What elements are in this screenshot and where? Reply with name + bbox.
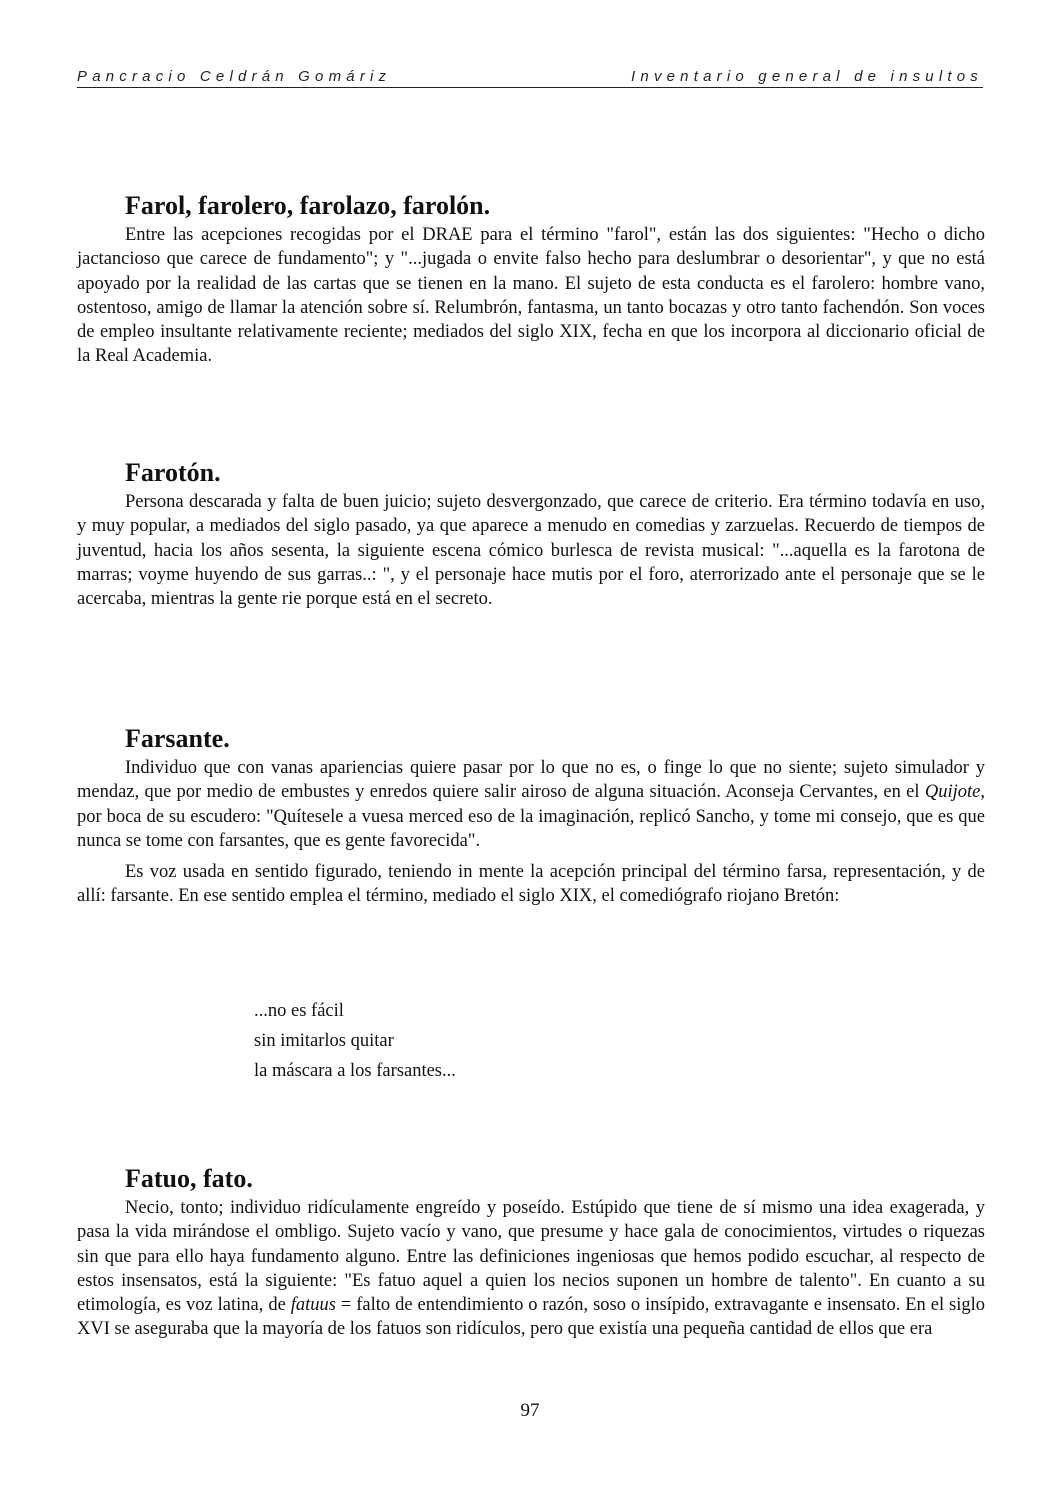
work-title-italic: Quijote: [924, 782, 981, 803]
entry-paragraph: Entre las acepciones recogidas por el DRAE para el término "farol", están las dos siguientes: "Hecho o dicho jactancioso que carece de fundamento"; y "...jugada o envite falso hecho para deslumbrar o desorientar", y que no está apoyado por la realidad de las cartas que se tienen en la mano. El sujeto de esta conducta es el farolero: hombre vano, ostentoso, amigo de llamar la atención sobre sí. Relumbrón, fantasma, un tanto bocazas y otro tanto fachendón. Son voces de empleo insultante relativamente reciente; mediados del siglo XIX, fecha en que los incorpora al diccionario oficial de la Real Academia.: [77, 225, 985, 367]
paragraph-text: Necio, tonto; individuo ridículamente engreído y poseído. Estúpido que tiene de sí mismo una idea exagerada, y pasa la vida mirándose el ombligo. Sujeto vacío y vano, que presume y hace gala de conocimientos, virtudes o riquezas sin que para ello haya fundamento alguno. Entre las definiciones ingeniosas que hemos podido escuchar, al respecto de estos insensatos, está la siguiente: "Es fatuo aquel a quien los necios suponen un hombre de talento". En cuanto a su etimología, es voz latina, de: [77, 1198, 985, 1316]
header-book-title: Inventario general de insultos: [631, 68, 983, 85]
entry-farol: [77, 189, 985, 369]
entry-headword: Fatuo, fato.: [125, 1164, 253, 1193]
entry-headword: Farol, farolero, farolazo, farolón.: [125, 191, 491, 220]
verse-line: ...no es fácil: [254, 1001, 344, 1021]
verse-quotation: [254, 996, 456, 1086]
entry-fatuo: [77, 1162, 985, 1342]
header-author: Pancracio Celdrán Gomáriz: [77, 68, 392, 85]
entry-headword: Farsante.: [125, 724, 230, 753]
entry-faroton: [77, 456, 985, 611]
paragraph-text: , por boca de su escudero: "Quítesele a vuesa merced eso de la imaginación, replicó Sancho, y tome mi consejo, que es que nunca se tome con farsantes, que es gente favorecida".: [77, 782, 985, 851]
paragraph-text: Individuo que con vanas apariencias quiere pasar por lo que no es, o finge lo que no siente; sujeto simulador y mendaz, que por medio de embustes y enredos quiere salir airoso de alguna situación. Aconseja Cervantes, en el: [77, 758, 985, 803]
entry-paragraph: Es voz usada en sentido figurado, teniendo in mente la acepción principal del término farsa, representación, y de allí: farsante. En ese sentido emplea el término, mediado el siglo XIX, el comediógrafo riojano Bretón:: [77, 862, 985, 907]
page-number: 97: [520, 1400, 540, 1421]
verse-line: la máscara a los farsantes...: [254, 1061, 456, 1081]
running-header: [77, 68, 983, 88]
entry-paragraph: [77, 1196, 985, 1342]
entry-paragraph: Persona descarada y falta de buen juicio; sujeto desvergonzado, que carece de criterio. Era término todavía en uso, y muy popular, a mediados del siglo pasado, ya que aparece a menudo en comedias y zarzuelas. Recuerdo de tiempos de juventud, hacia los años sesenta, la siguiente escena cómico burlesca de revista musical: "...aquella es la farotona de marras; voyme huyendo de sus garras..: ", y el personaje hace mutis por el foro, aterrorizado ante el personaje que se le acercaba, mientras la gente rie porque está en el secreto.: [77, 492, 985, 610]
entry-headword: Farotón.: [125, 458, 221, 487]
entry-farsante: [77, 722, 985, 909]
paragraph-text: = falto de entendimiento o razón, soso o insípido, extravagante e insensato. En el siglo XVI se aseguraba que la mayoría de los fatuos son ridículos, pero que existía una pequeña cantidad de ellos que era: [77, 1295, 986, 1340]
latin-term-italic: fatuus: [290, 1295, 336, 1316]
entry-paragraph: [77, 756, 985, 853]
verse-line: sin imitarlos quitar: [254, 1031, 394, 1051]
